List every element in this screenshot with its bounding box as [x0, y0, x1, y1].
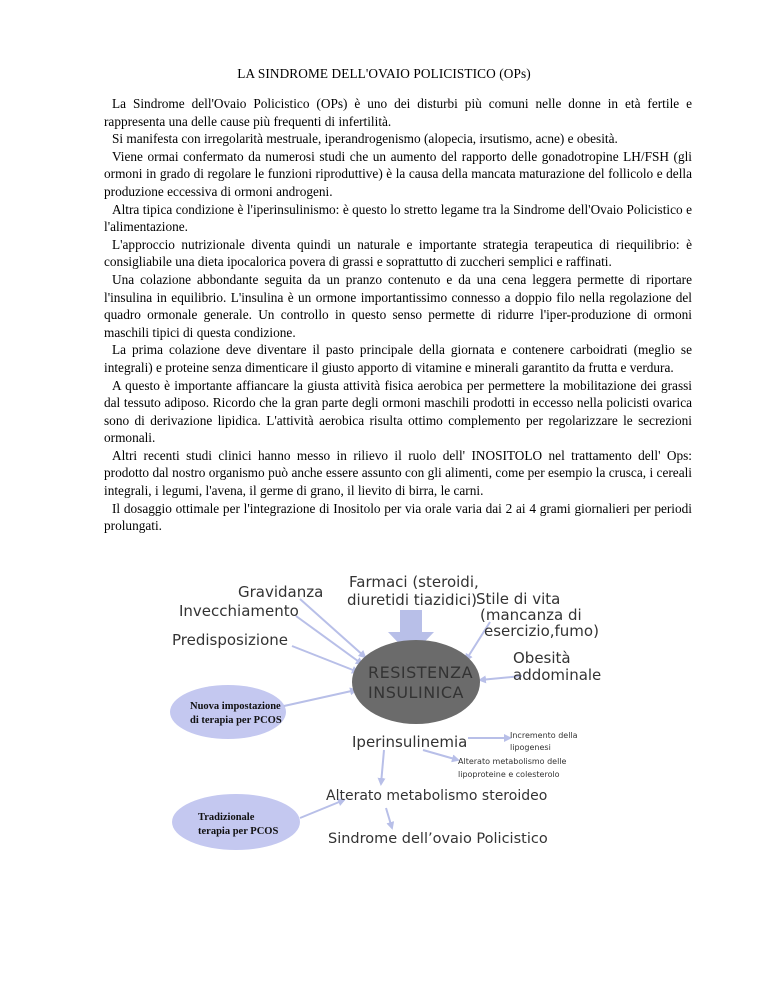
- label-obesita-2: addominale: [513, 666, 602, 684]
- label-gravidanza: Gravidanza: [238, 583, 324, 601]
- label-tradizionale-2: terapia per PCOS: [198, 826, 279, 837]
- arrow-alterato-lipo: [423, 750, 458, 760]
- arrow-predisposizione: [292, 646, 358, 672]
- paragraph: La Sindrome dell'Ovaio Policistico (OPs) è uno dei disturbi più comuni nelle donne in età fertile e rappresenta una delle cause più frequenti di infertilità.: [104, 96, 692, 129]
- center-ellipse: [352, 640, 480, 724]
- label-predisposizione: Predisposizione: [172, 631, 288, 649]
- center-label-1: RESISTENZA: [368, 663, 474, 682]
- label-stile-1: Stile di vita: [476, 590, 561, 608]
- label-tradizionale-1: Tradizionale: [198, 812, 255, 823]
- label-sindrome: Sindrome dell’ovaio Policistico: [328, 831, 548, 847]
- new-therapy-ellipse: [170, 685, 286, 739]
- label-nuova-1: Nuova impostazione: [190, 701, 281, 712]
- paragraph: Viene ormai confermato da numerosi studi che un aumento del rapporto delle gonadotropine LH/FSH (gli ormoni in grado di regolare le funzioni riproduttive) è la causa della mancata maturazione del follicolo e della produzione eccessiva di ormoni androgeni.: [104, 148, 692, 199]
- label-incremento-2: lipogenesi: [510, 743, 551, 752]
- insulin-resistance-diagram: [168, 566, 608, 860]
- arrow-invecchiamento: [296, 616, 362, 664]
- document-title: LA SINDROME DELL'OVAIO POLICISTICO (OPs): [237, 66, 531, 81]
- label-nuova-2: di terapia per PCOS: [190, 715, 282, 726]
- arrow-steroideo: [381, 750, 384, 784]
- label-invecchiamento: Invecchiamento: [179, 602, 299, 620]
- label-stile-2: (mancanza di: [480, 606, 582, 624]
- document-body: [104, 95, 692, 535]
- paragraph: L'approccio nutrizionale diventa quindi un naturale e importante strategia terapeutica di riequilibrio: è consigliabile una dieta ipocalorica povera di grassi e soprattutto di zuccheri semplici e raffinati.: [104, 236, 692, 270]
- paragraph: Altri recenti studi clinici hanno messo in rilievo il ruolo dell' INOSITOLO nel trattamento dell' Ops: prodotto dal nostro organismo può anche essere assunto con gli alimenti, come per esempio la crusca, i cereali integrali, i legumi, l'avena, il germe di grano, il lievito di birra, le carni.: [104, 447, 692, 499]
- paragraph: Una colazione abbondante seguita da un pranzo contenuto e da una cena leggera permette di riportare l'insulina in equilibrio. L'insulina è un ormone importantissimo connesso a doppio filo nella regolazione del quadro ormonale generale. Un controllo in questo senso permette di ridurre l'iper-produzione di ormoni maschili tipici di questa condizione.: [104, 271, 692, 340]
- label-iperinsulinemia: Iperinsulinemia: [352, 733, 468, 751]
- arrow-nuova: [284, 690, 356, 706]
- arrow-sindrome: [386, 808, 392, 828]
- label-stile-3: esercizio,fumo): [484, 622, 599, 640]
- paragraph: Altra tipica condizione è l'iperinsulinismo: è questo lo stretto legame tra la Sindrome dell'Ovaio Policistico e l'alimentazione.: [104, 201, 692, 235]
- label-alterato-lipo-1: Alterato metabolismo delle: [458, 757, 567, 766]
- label-farmaci-1: Farmaci (steroidi,: [349, 573, 479, 591]
- paragraph: Il dosaggio ottimale per l'integrazione di Inositolo per via orale varia dai 2 ai 4 grami giornalieri per periodi prolungati.: [104, 500, 692, 534]
- center-label-2: INSULINICA: [368, 683, 464, 702]
- paragraph: A questo è importante affiancare la giusta attività fisica aerobica per permettere la mobilitazione dei grassi dal tessuto adiposo. Ricordo che la gran parte degli ormoni maschili prodotti in eccesso nella policisti ovarica sono di derivazione lipidica. L'attività aerobica risulta ottimo complemento per regolarizzare le secrezioni ormonali.: [104, 377, 692, 446]
- label-incremento-1: Incremento della: [510, 731, 578, 740]
- label-farmaci-2: diuretidi tiazidici): [347, 591, 478, 609]
- label-alterato-steroideo: Alterato metabolismo steroideo: [326, 788, 548, 804]
- paragraph: La prima colazione deve diventare il pasto principale della giornata e contenere carboidrati (meglio se integrali) e proteine senza dimenticare il giusto apporto di vitamine e minerali garantito da frutta e verdura.: [104, 342, 692, 375]
- label-obesita-1: Obesità: [513, 649, 571, 667]
- paragraph: Si manifesta con irregolarità mestruale, iperandrogenismo (alopecia, irsutismo, acne) e obesità.: [112, 131, 618, 147]
- label-alterato-lipo-2: lipoproteine e colesterolo: [458, 770, 560, 779]
